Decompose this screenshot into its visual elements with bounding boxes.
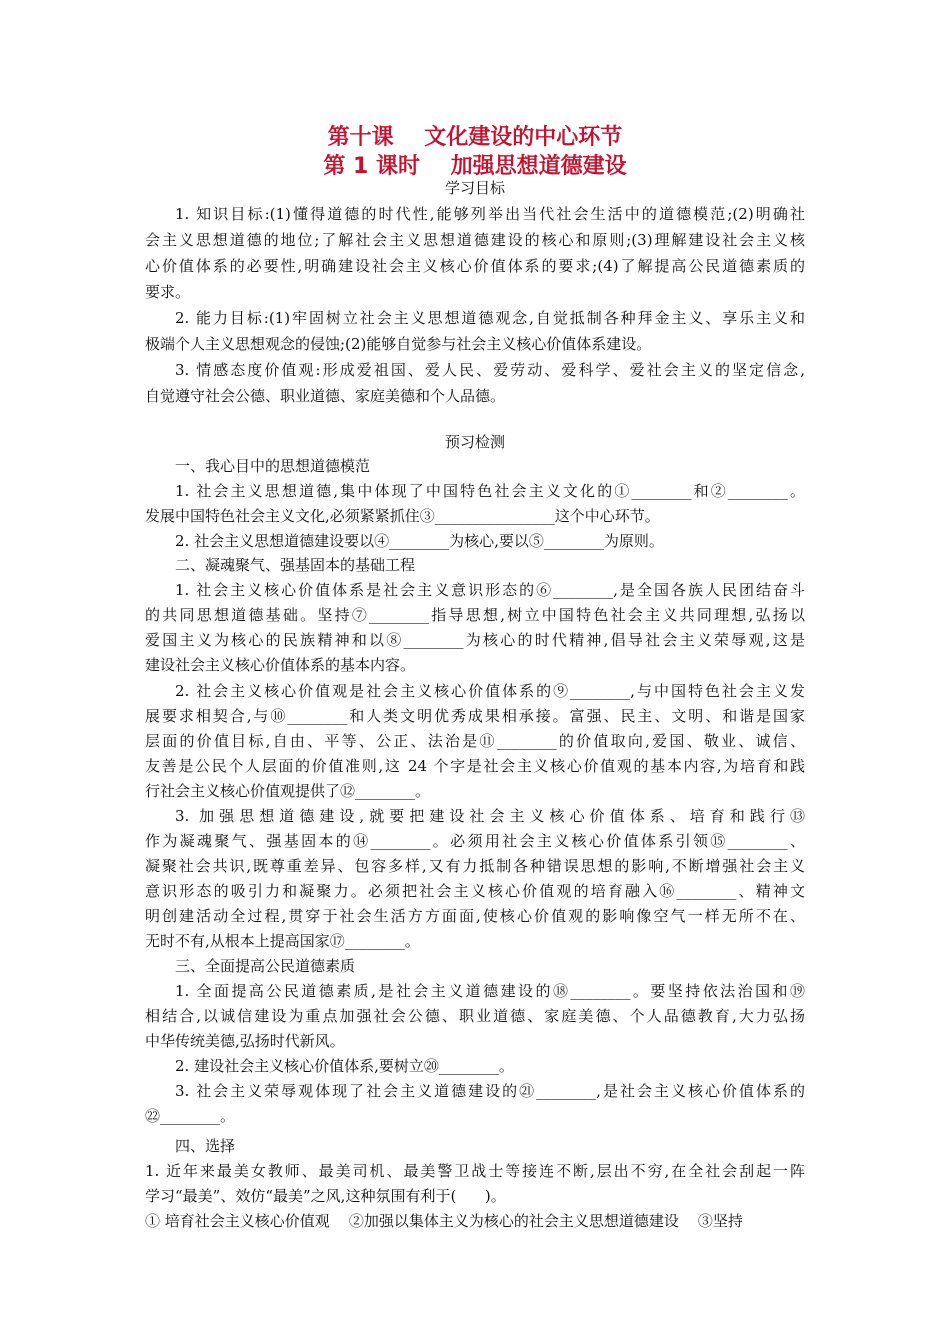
paragraph-line: 相结合,以诚信建设为重点加强社会公德、职业道德、家庭美德、个人品德教育,大力弘扬 — [145, 1007, 805, 1025]
paragraph-line: 1. 社会主义思想道德,集中体现了中国特色社会主义文化的①________和②________。 — [175, 482, 805, 500]
paragraph-line: 明创建活动全过程,贯穿于社会生活方方面面,使核心价值观的影响像空气一样无所不在、 — [145, 907, 805, 925]
paragraph-line: 3. 社会主义荣辱观体现了社会主义道德建设的㉑________,是社会主义核心价值体系的 — [175, 1082, 805, 1100]
paragraph-line: 2. 建设社会主义核心价值体系,要树立⑳________。 — [175, 1057, 514, 1075]
paragraph-line: 心价值体系的必要性,明确建设社会主义核心价值体系的要求;(4)了解提高公民道德素质的 — [145, 257, 805, 275]
preview-heading: 预习检测 — [444, 433, 505, 451]
paragraph-line: 3. 加强思想道德建设,就要把建设社会主义核心价值体系、培育和践行⑬ — [175, 807, 805, 825]
paragraph-line: 自觉遵守社会公德、职业道德、家庭美德和个人品德。 — [145, 387, 506, 405]
paragraph-line: 行社会主义核心价值观提供了⑫________。 — [145, 782, 431, 800]
paragraph-line: 发展中国特色社会主义文化,必须紧紧抓住③________________这个中心环节。 — [145, 507, 660, 525]
paragraph-line: 友善是公民个人层面的价值准则,这 24 个字是社会主义核心价值观的基本内容,为培育和践 — [145, 757, 805, 775]
paragraph-line: 1. 社会主义核心价值体系是社会主义意识形态的⑥________,是全国各族人民团结奋斗 — [175, 581, 805, 599]
paragraph-line: 无时不有,从根本上提高国家⑰________。 — [145, 932, 420, 950]
question-line: 学习“最美”、效仿“最美”之风,这种氛围有利于( )。 — [145, 1187, 506, 1205]
paragraph-line: 2. 能力目标:(1)牢固树立社会主义思想道德观念,自觉抵制各种拜金主义、享乐主义和 — [175, 309, 805, 327]
option-line: ① 培育社会主义核心价值观 ②加强以集体主义为核心的社会主义思想道德建设 ③坚持 — [145, 1212, 743, 1230]
question-line: 1. 近年来最美女教师、最美司机、最美警卫战士等接连不断,层出不穷,在全社会刮起一阵 — [145, 1162, 805, 1180]
paragraph-line: 层面的价值目标,自由、平等、公正、法治是⑪________的价值取向,爱国、敬业、诚信、 — [145, 732, 805, 750]
paragraph-line: 建设社会主义核心价值体系的基本内容。 — [145, 656, 416, 674]
section-heading: 三、全面提高公民道德素质 — [175, 957, 356, 975]
paragraph-line: 1. 知识目标:(1)懂得道德的时代性,能够列举出当代社会生活中的道德模范;(2)明确社 — [175, 205, 805, 223]
paragraph-line: 中华传统美德,弘扬时代新风。 — [145, 1032, 345, 1050]
paragraph-line: 1. 全面提高公民道德素质,是社会主义道德建设的⑱________。要坚持依法治国和⑲ — [175, 982, 805, 1000]
lesson-subtitle: 第 1 课时 加强思想道德建设 — [323, 154, 627, 179]
section-heading: 四、选择 — [175, 1137, 236, 1155]
paragraph-line: 爱国主义为核心的民族精神和以⑧________为核心的时代精神,倡导社会主义荣辱观,这是 — [145, 631, 805, 649]
paragraph-line: 极端个人主义思想观念的侵蚀;(2)能够自觉参与社会主义核心价值体系建设。 — [145, 335, 652, 353]
paragraph-line: 凝聚社会共识,既尊重差异、包容多样,又有力抵制各种错误思想的影响,不断增强社会主义 — [145, 857, 805, 875]
paragraph-line: 展要求相契合,与⑩________和人类文明优秀成果相承接。富强、民主、文明、和谐是国家 — [145, 707, 805, 725]
paragraph-line: ㉒________。 — [145, 1107, 236, 1125]
objectives-heading: 学习目标 — [444, 179, 505, 197]
section-heading: 一、我心目中的思想道德模范 — [175, 457, 371, 475]
paragraph-line: 作为凝魂聚气、强基固本的⑭________。必须用社会主义核心价值体系引领⑮________、 — [145, 832, 805, 850]
paragraph-line: 2. 社会主义思想道德建设要以④________为核心,要以⑤________为原则。 — [175, 532, 664, 550]
paragraph-line: 的共同思想道德基础。坚持⑦________指导思想,树立中国特色社会主义共同理想,弘扬以 — [145, 606, 805, 624]
section-heading: 二、凝魂聚气、强基固本的基础工程 — [175, 556, 416, 574]
paragraph-line: 3. 情感态度价值观:形成爱祖国、爱人民、爱劳动、爱科学、爱社会主义的坚定信念, — [175, 361, 805, 379]
paragraph-line: 会主义思想道德的地位;了解社会主义思想道德建设的核心和原则;(3)理解建设社会主义核 — [145, 231, 805, 249]
paragraph-line: 2. 社会主义核心价值观是社会主义核心价值体系的⑨________,与中国特色社会主义发 — [175, 682, 805, 700]
paragraph-line: 意识形态的吸引力和凝聚力。必须把社会主义核心价值观的培育融入⑯________、精神文 — [145, 882, 805, 900]
paragraph-line: 要求。 — [145, 283, 191, 301]
lesson-title: 第十课 文化建设的中心环节 — [327, 125, 623, 150]
